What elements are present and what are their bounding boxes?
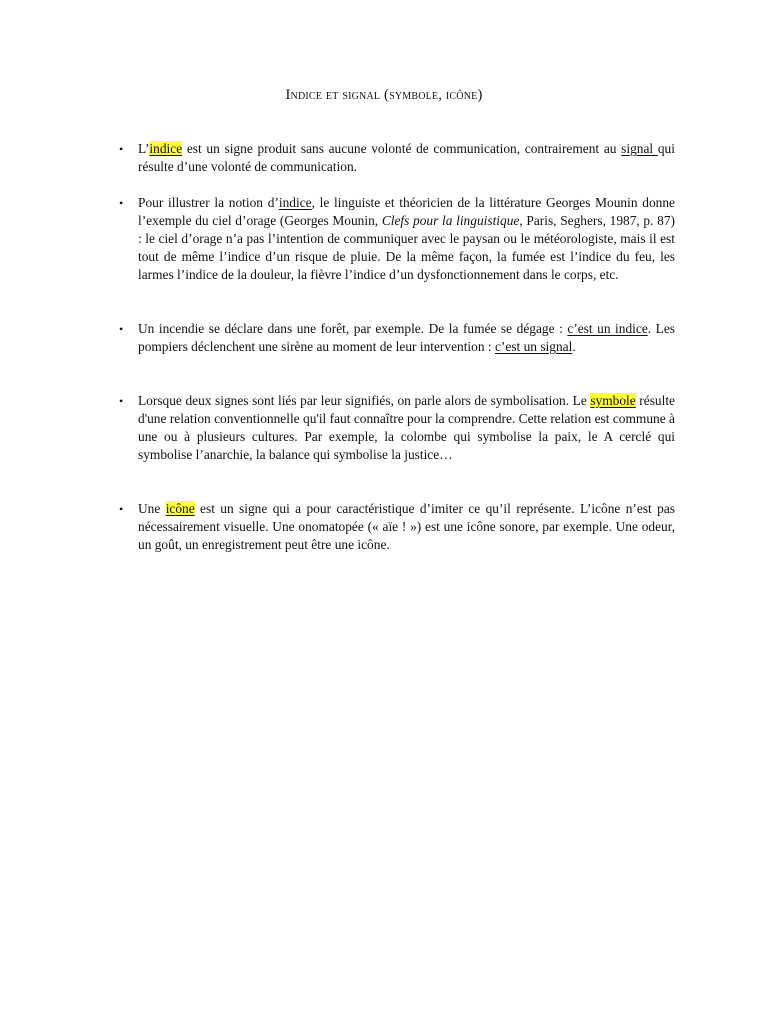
list-item-mounin <box>93 194 675 284</box>
bullet-icon: • <box>119 142 124 156</box>
text: résulte d'une relation conventionnelle qu'il faut connaître pour la comprendre. Cette relation est commune à une ou à plusieurs cultures. Par exemple, la colombe qui symbolise la paix, le A cerclé qui symbolise l’anarchie, la balance qui symbolise la justice… <box>138 393 675 462</box>
list-item-incendie <box>93 320 675 356</box>
underlined-term: c’est un indice <box>567 321 648 336</box>
text: qui résulte d’une volonté de communication. <box>138 141 675 174</box>
text: , Paris, Seghers, 1987, p. 87) : le ciel d’orage n’a pas l’intention de communiquer avec le paysan ou le météorologiste, mais il est tout de même l’indice d’un risque de pluie. De la même façon, la fumée est l’indice du feu, les larmes l’indice de la douleur, la fièvre l’indice d’un dysfonctionnement dans le corps, etc. <box>138 213 676 282</box>
text: . <box>572 339 576 354</box>
text: est un signe produit sans aucune volonté de communication, contrairement au <box>182 141 622 156</box>
highlighted-term: indice <box>149 141 183 156</box>
bullet-icon: • <box>119 502 124 516</box>
text: , le linguiste et théoricien de la littérature Georges Mounin donne l’exemple du ciel d’orage (Georges Mounin, <box>138 195 675 228</box>
underlined-term: signal <box>621 141 658 156</box>
text: Un incendie se déclare dans une forêt, par exemple. De la fumée se dégage : <box>138 321 568 336</box>
book-title: Clefs pour la linguistique <box>381 213 520 228</box>
highlighted-term: symbole <box>590 393 636 408</box>
list-item-symbole <box>93 392 675 464</box>
text: L’ <box>138 141 150 156</box>
text: Pour illustrer la notion d’ <box>138 195 279 210</box>
underlined-term: c’est un signal <box>494 339 573 354</box>
list-item-indice <box>93 140 675 176</box>
text: . Les pompiers déclenchent une sirène au moment de leur intervention : <box>138 321 675 354</box>
text: Lorsque deux signes sont liés par leur signifiés, on parle alors de symbolisation. Le <box>138 393 591 408</box>
list-item-icone <box>93 500 675 554</box>
bullet-icon: • <box>119 196 124 210</box>
page-title: Indice et signal (symbole, icône) <box>285 87 483 103</box>
underlined-term: indice <box>278 195 312 210</box>
text: Une <box>138 501 166 516</box>
highlighted-term: icône <box>165 501 195 516</box>
bullet-icon: • <box>119 322 124 336</box>
bullet-icon: • <box>119 394 124 408</box>
text: est un signe qui a pour caractéristique d’imiter ce qu’il représente. L’icône n’est pas nécessairement visuelle. Une onomatopée (« aïe ! ») est une icône sonore, par exemple. Une odeur, un goût, un enregistrement peut être une icône. <box>138 501 675 552</box>
